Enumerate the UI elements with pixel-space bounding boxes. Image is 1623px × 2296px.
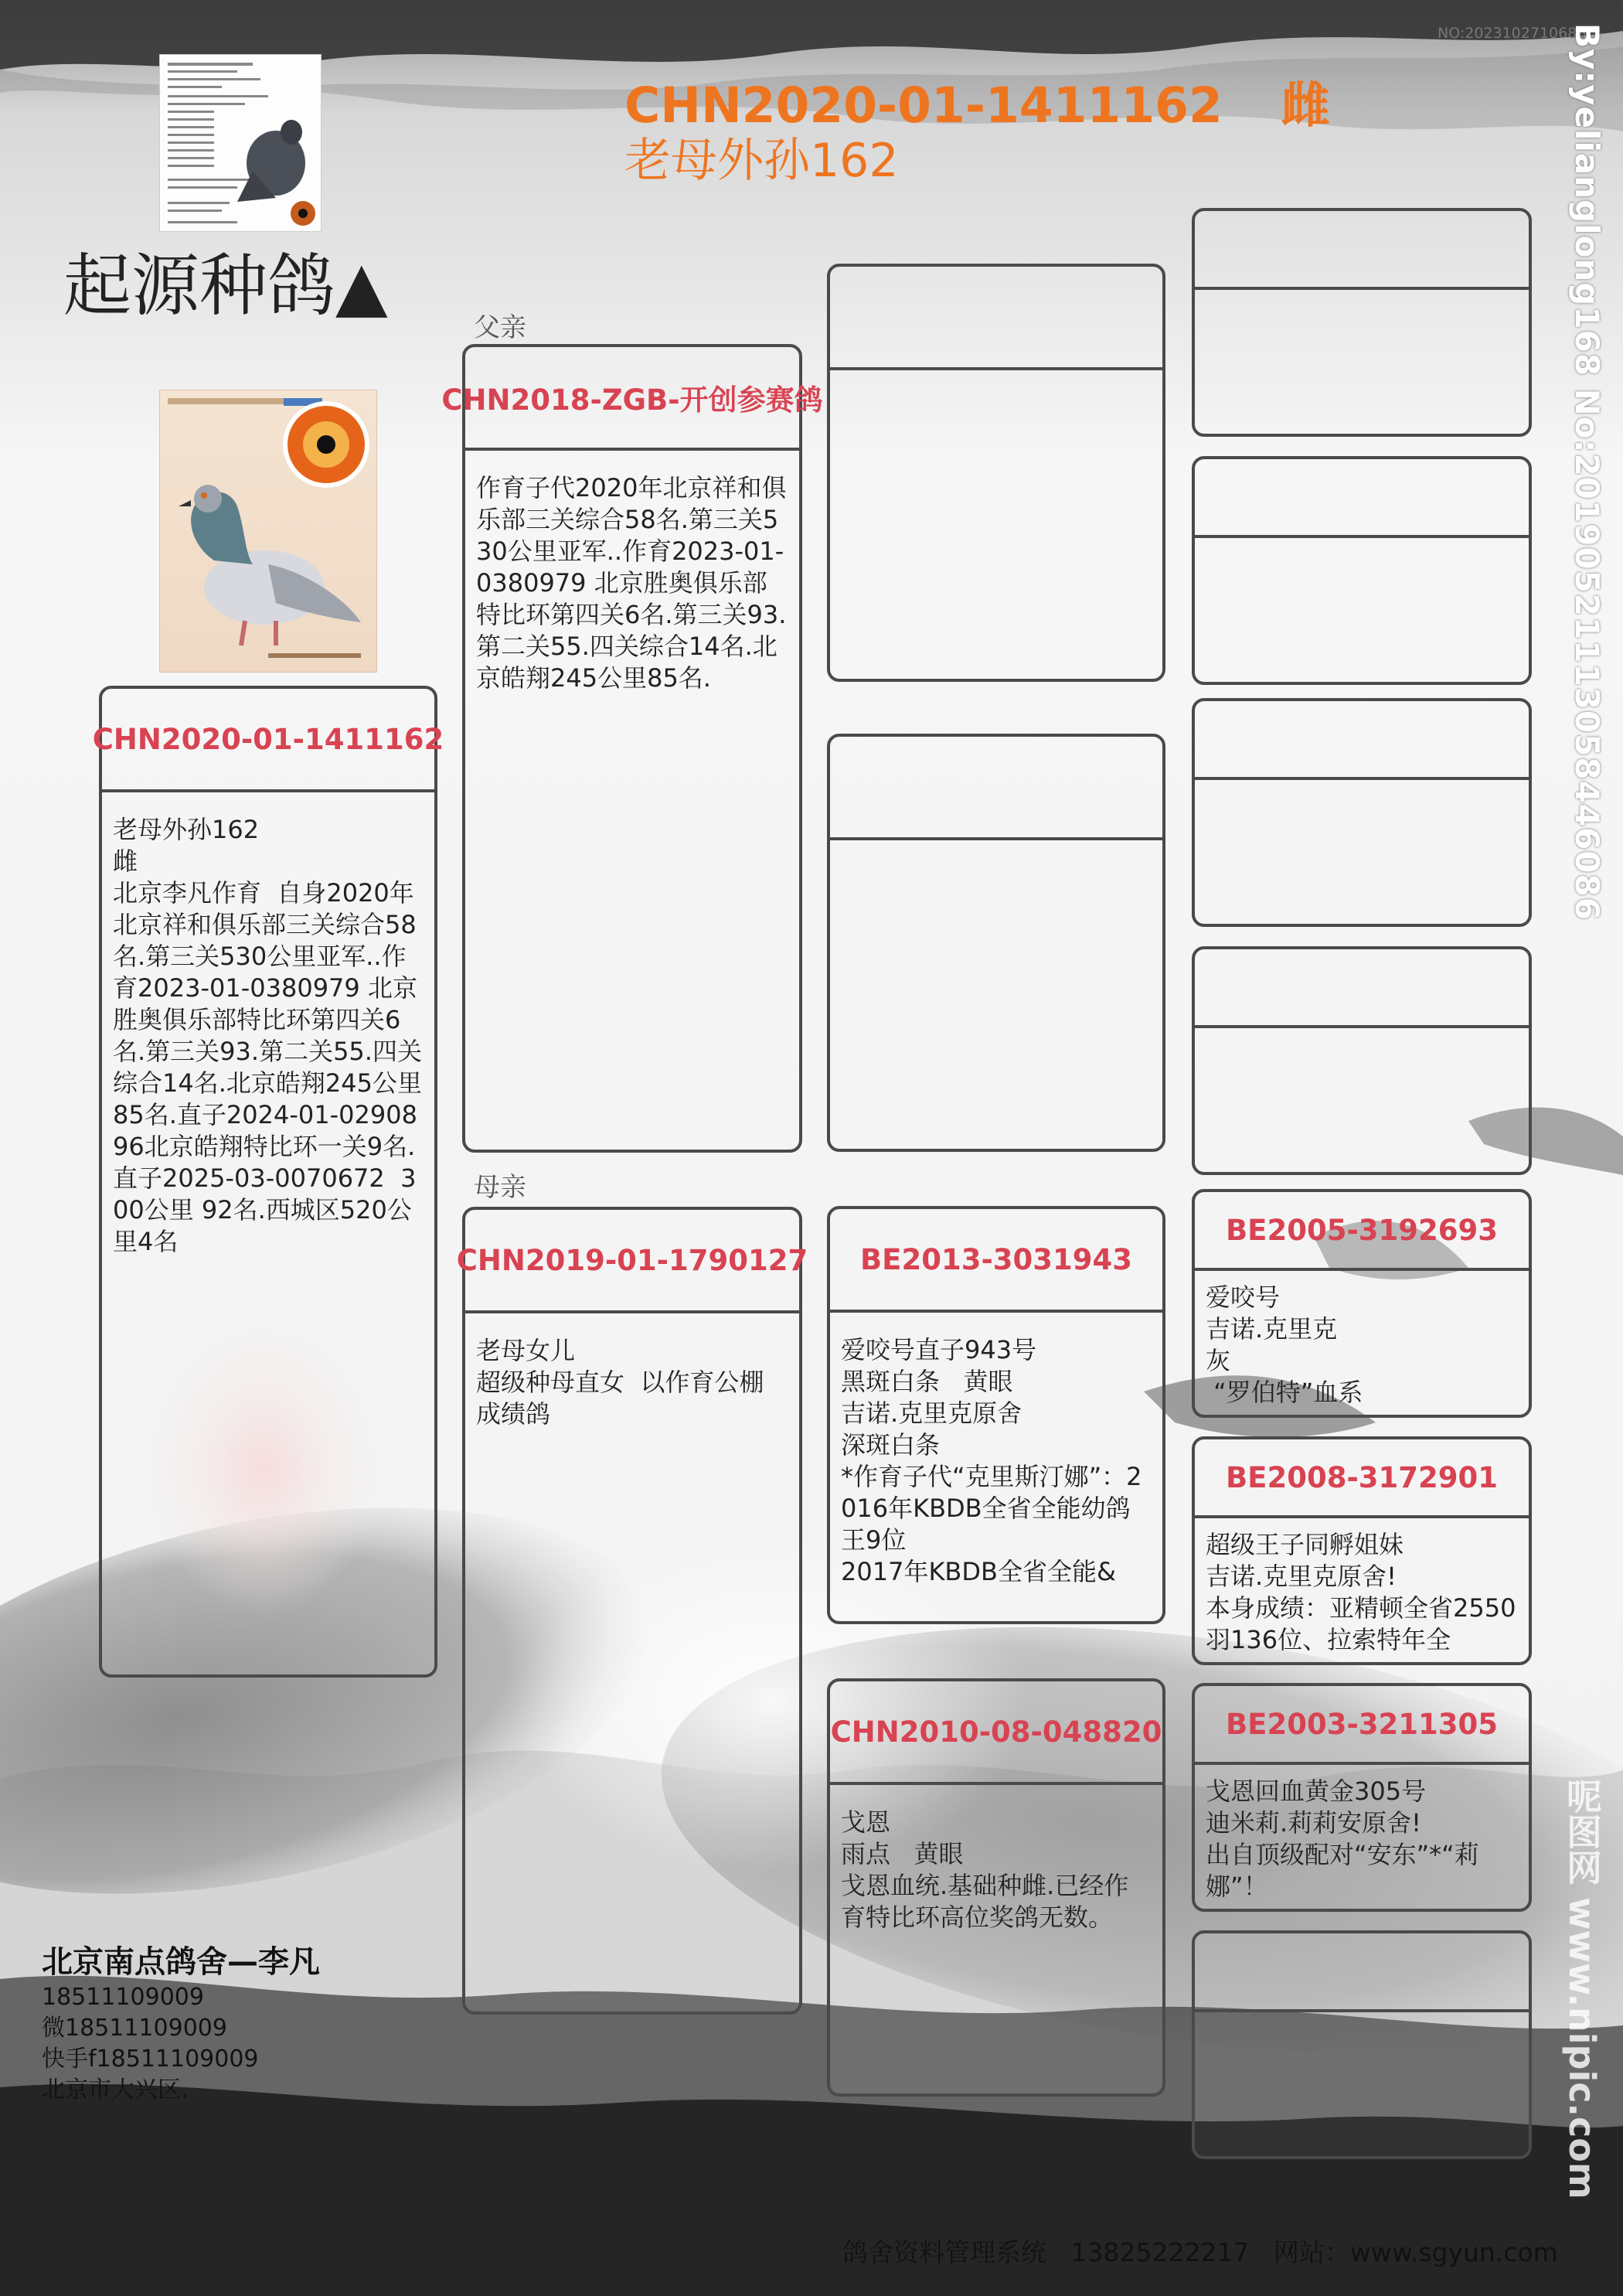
great-grandparent-description bbox=[1195, 538, 1529, 549]
serial-number: NO:2023102710686 bbox=[1438, 25, 1587, 42]
grandparent-card bbox=[827, 1206, 1165, 1624]
mother-card bbox=[456, 1207, 808, 2015]
footer-info: 鸽舍资料管理系统 13825222217 网站：www.sgyun.com bbox=[842, 2237, 1558, 2267]
mother-ring: CHN2019-01-1790127 bbox=[456, 1243, 808, 1277]
contact-wechat: 微18511109009 bbox=[42, 2015, 227, 2042]
contact-block bbox=[42, 1942, 320, 2106]
certificate-thumbnail bbox=[159, 54, 322, 232]
great-grandparent-card bbox=[1192, 1436, 1532, 1665]
great-grandparent-card bbox=[1192, 1683, 1532, 1912]
great-grandparent-description bbox=[1195, 290, 1529, 301]
grandparent-card bbox=[827, 264, 1165, 682]
subject-ring-header bbox=[92, 689, 444, 792]
contact-address: 北京市大兴区. bbox=[42, 2076, 189, 2104]
subject-card bbox=[92, 686, 444, 1678]
father-label: 父亲 bbox=[474, 312, 526, 343]
great-grandparent-ring: BE2005-3192693 bbox=[1225, 1213, 1499, 1247]
certificate-icon bbox=[160, 55, 321, 231]
father-card bbox=[441, 344, 823, 1153]
side-watermark: By:yelianglong168 No:20190521113058446086 bbox=[1568, 23, 1606, 921]
great-grandparent-card bbox=[1192, 1189, 1532, 1418]
mother-ring-header bbox=[456, 1210, 808, 1313]
father-description: 作育子代2020年北京祥和俱乐部三关综合58名.第三关530公里亚军..作育2023-01-0380979 北京胜奥俱乐部特比环第四关6名.第三关93.第二关55.四关综合14名.北京皓翔245公里85名. bbox=[476, 473, 787, 693]
subject-description: 老母外孙162 雌 北京李凡作育 自身2020年北京祥和俱乐部三关综合58名.第三关530公里亚军..作育2023-01-0380979 北京胜奥俱乐部特比环第四关6名.第三关93.第二关55.四关综合14名.北京皓翔245公里85名.直子2024-01-0290896北京皓翔特比环一关9名.直子2025-03-0070672 300公里 92名.西城区520公里4名 bbox=[113, 815, 422, 1256]
great-grandparent-description: 超级王子同孵姐妹 吉诺.克里克原舍! 本身成绩：亚精顿全省2550羽136位、拉索特年全 bbox=[1206, 1530, 1516, 1654]
great-grandparent-ring: BE2003-3211305 bbox=[1225, 1707, 1499, 1741]
mother-description: 老母女儿 超级种母直女 以作育公棚成绩鸽 bbox=[476, 1336, 764, 1429]
great-grandparent-card bbox=[1192, 698, 1532, 927]
father-ring-header bbox=[441, 347, 823, 451]
great-grandparent-card bbox=[1192, 1930, 1532, 2159]
mother-label: 母亲 bbox=[474, 1172, 526, 1203]
section-title: 起源种鸽▲ bbox=[63, 246, 388, 325]
grandparent-card bbox=[827, 1678, 1165, 2097]
great-grandparent-description bbox=[1195, 2012, 1529, 2023]
pigeon-name-title: 老母外孙162 bbox=[624, 134, 899, 188]
great-grandparent-card bbox=[1192, 208, 1532, 437]
pigeon-photo bbox=[159, 390, 377, 673]
sex-label: 雌 bbox=[1281, 77, 1330, 134]
grandparent-card bbox=[827, 734, 1165, 1152]
great-grandparent-description bbox=[1195, 780, 1529, 791]
great-grandparent-description: 戈恩回血黄金305号 迪米莉.莉莉安原舍! 出自顶级配对“安东”*“莉娜”！ bbox=[1206, 1777, 1479, 1901]
great-grandparent-ring: BE2008-3172901 bbox=[1225, 1460, 1499, 1494]
grandparent-ring: CHN2010-08-048820 bbox=[830, 1715, 1162, 1749]
grandparent-description: 爱咬号直子943号 黑斑白条 黄眼 吉诺.克里克原舍 深斑白条 *作育子代“克里斯汀娜”：2016年KBDB全省全能幼鸽王9位 2017年KBDB全省全能& bbox=[841, 1335, 1142, 1586]
father-ring: CHN2018-ZGB-开创参赛鸽 bbox=[441, 383, 823, 417]
great-grandparent-card bbox=[1192, 946, 1532, 1175]
grandparent-description bbox=[830, 370, 1162, 392]
grandparent-ring: BE2013-3031943 bbox=[859, 1242, 1133, 1276]
contact-kuaishou: 快手f18511109009 bbox=[42, 2046, 259, 2073]
great-grandparent-description bbox=[1195, 1028, 1529, 1039]
great-grandparent-description: 爱咬号 吉诺.克里克 灰 “罗伯特”血系 bbox=[1206, 1283, 1363, 1407]
logo-watermark: 呢图网 www.nipic.com bbox=[1561, 1778, 1603, 2199]
subject-ring: CHN2020-01-1411162 bbox=[92, 722, 444, 756]
ring-number: CHN2020-01-1411162 bbox=[624, 77, 1223, 134]
grandparent-description: 戈恩 雨点 黄眼 戈恩血统.基础种雌.已经作育特比环高位奖鸽无数。 bbox=[841, 1807, 1129, 1932]
loft-name: 北京南点鸽舍—李凡 bbox=[42, 1944, 320, 1980]
grandparent-description bbox=[830, 840, 1162, 862]
contact-phone: 18511109009 bbox=[42, 1984, 204, 2011]
pigeon-photo-icon bbox=[160, 390, 376, 672]
great-grandparent-card bbox=[1192, 456, 1532, 685]
